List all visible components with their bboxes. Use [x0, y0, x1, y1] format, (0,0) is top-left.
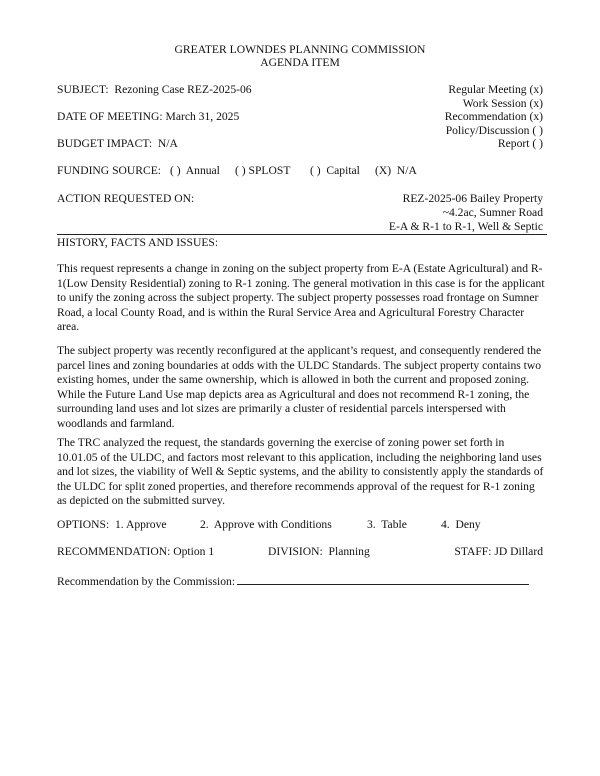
action-requested-label: ACTION REQUESTED ON: [57, 192, 195, 205]
meeting-type-report: Report ( ) [497, 137, 543, 150]
meeting-type-policy: Policy/Discussion ( ) [445, 124, 543, 137]
history-heading: HISTORY, FACTS AND ISSUES: [57, 236, 219, 249]
commission-recommendation [57, 573, 529, 589]
funding-splost: ( ) SPLOST [235, 164, 291, 177]
options-label: OPTIONS: [57, 518, 110, 531]
recommendation-line: RECOMMENDATION: Option 1 [57, 545, 215, 558]
commission-blank-line [237, 573, 529, 585]
funding-capital: ( ) Capital [310, 164, 360, 177]
action-acreage: ~4.2ac, Sumner Road [442, 206, 543, 219]
option-approve: 1. Approve [115, 518, 167, 531]
option-deny: 4. Deny [441, 518, 481, 531]
option-approve-conditions: 2. Approve with Conditions [200, 518, 332, 531]
funding-annual: ( ) Annual [170, 164, 220, 177]
subject-line: SUBJECT: Rezoning Case REZ-2025-06 [57, 83, 252, 96]
commission-label: Recommendation by the Commission: [57, 575, 236, 588]
section-divider [57, 234, 547, 235]
doc-type-title: AGENDA ITEM [260, 56, 340, 69]
funding-source-label: FUNDING SOURCE: [57, 164, 162, 177]
meeting-type-recommendation: Recommendation (x) [444, 110, 543, 123]
option-table: 3. Table [367, 518, 407, 531]
budget-impact-line: BUDGET IMPACT: N/A [57, 137, 178, 150]
meeting-type-regular: Regular Meeting (x) [448, 83, 543, 96]
division-line: DIVISION: Planning [268, 545, 370, 558]
paragraph-3: The TRC analyzed the request, the standards governing the exercise of zoning power set forth in 10.01.05 of the ULDC, and factors most relevant to this application, including the neighboring land uses and lot sizes, the viability of Well & Septic systems, and the ability to consistently apply the standards of the ULDC for split zoned properties, and therefore recommends approval of the request for R-1 zoning as depicted on the submitted survey. [57, 436, 544, 508]
funding-na: (X) N/A [375, 164, 417, 177]
paragraph-1: This request represents a change in zoning on the subject property from E-A (Estate Agricultural) and R-1(Low Density Residential) zoning to R-1 zoning. The general motivation in this case is for the applicant to unify the zoning across the subject property. The subject property possesses road frontage on Sumner Road, a local County Road, and is within the Rural Service Area and Agricultural Forestry Character area. [57, 262, 545, 334]
action-zoning-change: E-A & R-1 to R-1, Well & Septic [388, 220, 543, 233]
meeting-type-work-session: Work Session (x) [462, 97, 543, 110]
meeting-date-line: DATE OF MEETING: March 31, 2025 [57, 110, 240, 123]
paragraph-2: The subject property was recently reconfigured at the applicant’s request, and consequently rendered the parcel lines and zoning boundaries at odds with the ULDC Standards. The subject property contains two existing homes, under the same ownership, which is allowed in both the current and proposed zoning. While the Future Land Use map depicts area as Agricultural and does not recommend R-1 zoning, the surrounding land uses and lot sizes are primarily a cluster of residential parcels interspersed with woodlands and farmland. [57, 344, 542, 430]
staff-line: STAFF: JD Dillard [454, 545, 543, 558]
org-title: GREATER LOWNDES PLANNING COMMISSION [174, 43, 426, 56]
action-case-name: REZ-2025-06 Bailey Property [402, 192, 543, 205]
